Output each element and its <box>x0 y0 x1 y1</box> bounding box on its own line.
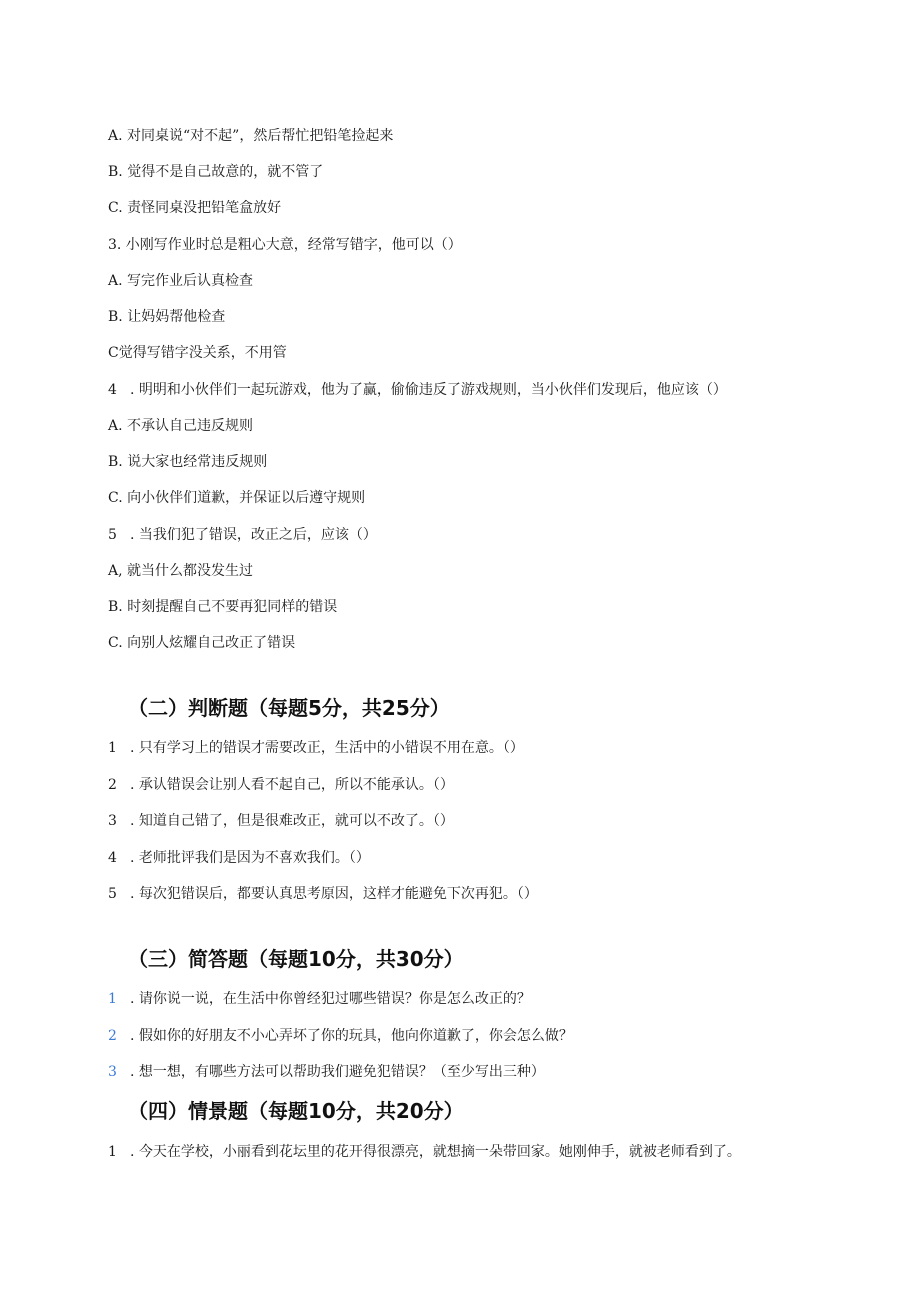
short-answer-item <box>108 1026 573 1046</box>
question-5 <box>108 525 377 545</box>
question-text: . 每次犯错误后，都要认真思考原因，这样才能避免下次再犯。（） <box>130 886 538 902</box>
question-number: 4 <box>108 850 117 866</box>
question-number: 3 <box>108 1064 117 1080</box>
question-text: . 假如你的好朋友不小心弄坏了你的玩具，他向你道歉了，你会怎么做？ <box>130 1028 573 1044</box>
question-number: 2 <box>108 1028 117 1044</box>
judgement-item <box>108 811 454 831</box>
question-text: . 明明和小伙伴们一起玩游戏，他为了赢，偷偷违反了游戏规则，当小伙伴们发现后，他应该（） <box>130 382 727 398</box>
option-a: A. 对同桌说“对不起”，然后帮忙把铅笔捡起来 <box>108 128 394 144</box>
section-heading-scenario: （四）情景题（每题10分，共20分） <box>128 1099 464 1123</box>
question-text: . 请你说一说，在生活中你曾经犯过哪些错误？你是怎么改正的？ <box>130 991 531 1007</box>
section-heading-short-answer: （三）简答题（每题10分，共30分） <box>128 947 464 971</box>
short-answer-item <box>108 989 531 1009</box>
judgement-item <box>108 738 524 758</box>
question-number: 1 <box>108 991 117 1007</box>
scenario-item <box>108 1142 741 1162</box>
question-number: 4 <box>108 382 117 398</box>
option-a: A. 写完作业后认真检查 <box>108 273 254 289</box>
option-b: B. 让妈妈帮他检查 <box>108 309 226 325</box>
judgement-item <box>108 848 370 868</box>
option-a: A, 就当什么都没发生过 <box>108 563 254 579</box>
question-text: . 知道自己错了，但是很难改正，就可以不改了。（） <box>130 813 454 829</box>
question-number: 1 <box>108 740 117 756</box>
option-b: B. 觉得不是自己故意的，就不管了 <box>108 164 324 180</box>
question-4 <box>108 380 727 400</box>
option-a: A. 不承认自己违反规则 <box>108 418 254 434</box>
option-c: C觉得写错字没关系，不用管 <box>108 345 287 361</box>
question-3: 3. 小刚写作业时总是粗心大意，经常写错字，他可以（） <box>108 237 462 253</box>
judgement-item <box>108 884 538 904</box>
question-number: 1 <box>108 1144 117 1160</box>
question-text: . 想一想，有哪些方法可以帮助我们避免犯错误？（至少写出三种） <box>130 1064 545 1080</box>
question-number: 5 <box>108 527 117 543</box>
judgement-item <box>108 775 454 795</box>
option-c: C. 向别人炫耀自己改正了错误 <box>108 635 296 651</box>
question-text: . 承认错误会让别人看不起自己，所以不能承认。（） <box>130 777 454 793</box>
option-c: C. 责怪同桌没把铅笔盒放好 <box>108 200 282 216</box>
short-answer-item <box>108 1062 545 1082</box>
question-number: 2 <box>108 777 117 793</box>
question-text: . 今天在学校，小丽看到花坛里的花开得很漂亮，就想摘一朵带回家。她刚伸手，就被老师看到了。 <box>130 1144 741 1160</box>
question-number: 5 <box>108 886 117 902</box>
question-number: 3 <box>108 813 117 829</box>
option-c: C. 向小伙伴们道歉，并保证以后遵守规则 <box>108 490 366 506</box>
option-b: B. 说大家也经常违反规则 <box>108 454 268 470</box>
question-text: . 只有学习上的错误才需要改正，生活中的小错误不用在意。（） <box>130 740 524 756</box>
question-text: . 当我们犯了错误，改正之后，应该（） <box>130 527 377 543</box>
section-heading-judgement: （二）判断题（每题5分，共25分） <box>128 696 450 720</box>
question-text: . 老师批评我们是因为不喜欢我们。（） <box>130 850 370 866</box>
option-b: B. 时刻提醒自己不要再犯同样的错误 <box>108 599 338 615</box>
